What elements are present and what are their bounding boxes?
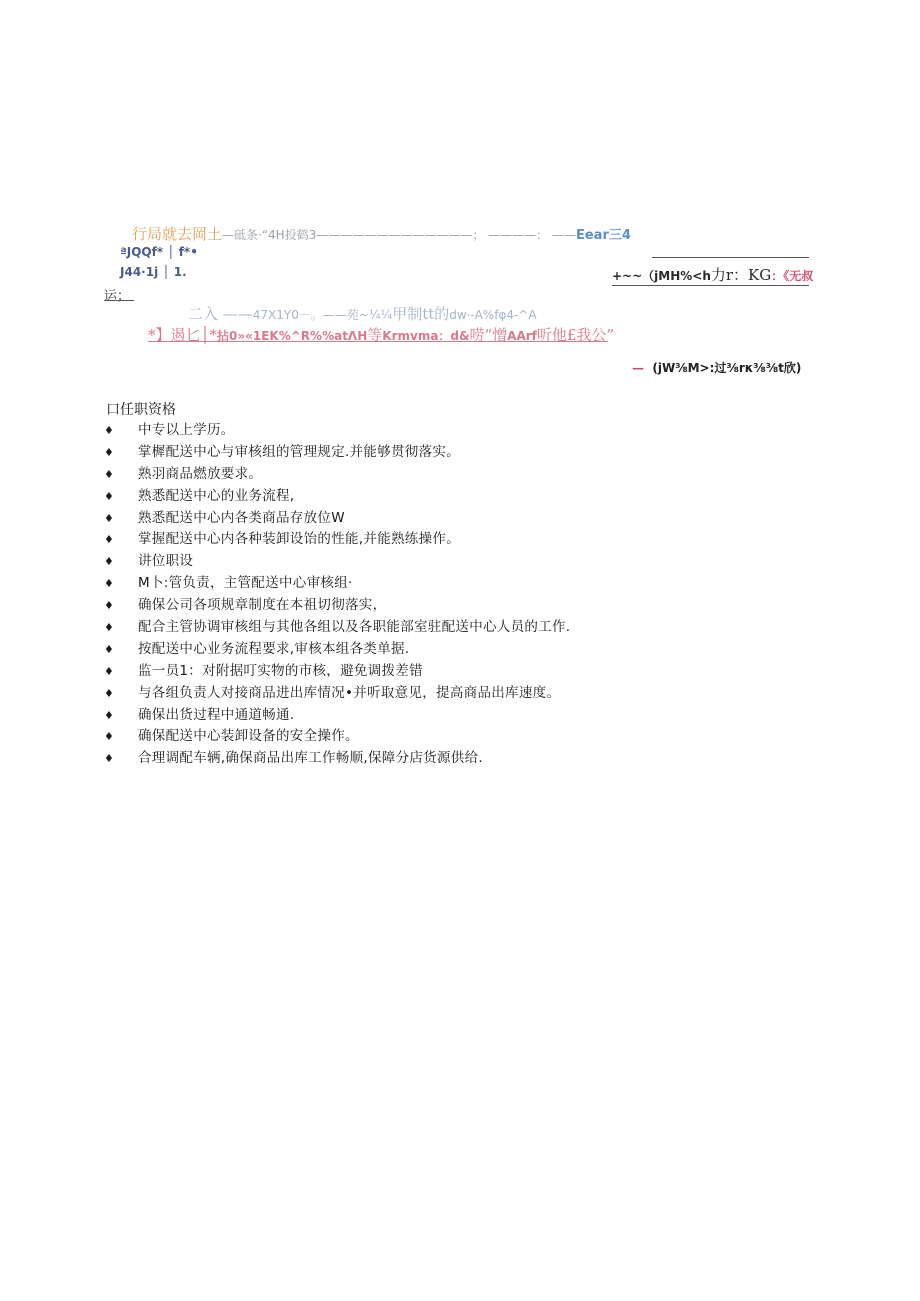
list-item-text: 中专以上学历。 [138, 422, 235, 438]
garbled-text-5a: 二入 —— [188, 305, 253, 323]
diamond-bullet-icon: ♦ [104, 664, 114, 678]
list-item-text: 掌樨配送中心与审核组的管理规定.并能够贯彻落实。 [138, 443, 460, 460]
garbled-header-line-5 [188, 303, 537, 324]
list-item [104, 748, 570, 770]
list-item [104, 529, 570, 551]
list-item [104, 442, 570, 464]
garbled-text-orange: 行局就去岡土 [132, 225, 223, 243]
section-title: 口任职资格 [106, 402, 176, 418]
garbled-text-6e: 唠“憎 [469, 326, 508, 344]
garbled-text-5e: dw·-A%fφ4-^A [449, 308, 537, 322]
header-underline-short [104, 300, 134, 301]
diamond-bullet-icon: ♦ [104, 752, 114, 766]
garbled-header-line-4: 运； [104, 289, 131, 304]
garbled-text-6g: 听他£我公” [536, 326, 615, 344]
garbled-text-5b: 47X1Y0－。—— [252, 308, 347, 322]
garbled-text-blue: Eear三4 [575, 228, 631, 243]
garbled-text-5c: 苑~¼¼ [346, 308, 393, 322]
list-item-text: 按配送中心业务流程要求,审核本组各类单据. [138, 640, 410, 657]
diamond-bullet-icon: ♦ [104, 467, 114, 481]
list-item [104, 661, 570, 683]
list-item [104, 508, 570, 530]
diamond-bullet-icon: ♦ [104, 621, 114, 635]
list-item-text: 掌握配送中心内各种装卸设饴的性能,并能熟练操作。 [138, 531, 460, 548]
diamond-bullet-icon: ♦ [104, 708, 114, 722]
diamond-bullet-icon: ♦ [104, 533, 114, 547]
list-item-text: 讲位职设 [138, 553, 194, 570]
garbled-text-6d: Krmvma：d& [382, 329, 470, 343]
garbled-text-grey: —砥条·“4H投鹤3—————————————； ————： —— [222, 228, 576, 242]
list-item [104, 617, 570, 639]
header-rule [652, 257, 809, 258]
garbled-header-line-7 [632, 359, 801, 376]
list-item-text: 配合主管协调审核组与其他各组以及各职能部室驻配送中心人员的工作. [138, 619, 571, 636]
garbled-header-line-1 [132, 223, 631, 244]
list-item [104, 705, 570, 727]
diamond-bullet-icon: ♦ [104, 686, 114, 700]
list-item [104, 573, 570, 595]
list-item [104, 726, 570, 748]
garbled-text-7: (jW⅜M>:过⅜rκ⅜⅜t欣) [652, 361, 802, 375]
list-item-text: 监一员1：对附据叮实物的市核，避免调拨差错 [138, 662, 423, 679]
garbled-text-6a: *】遏匕│* [148, 326, 218, 344]
list-item-text: M卜:管负责，主管配送中心审核组· [138, 575, 353, 592]
garbled-text-b: 力r：KG [710, 266, 772, 284]
garbled-header-line-3: J44·1j │ 1. [120, 265, 187, 279]
list-item [104, 639, 570, 661]
garbled-header-line-2: ªJQQf* │ f*• [120, 245, 198, 259]
list-item-text: 确保出货过程中通道畅通. [138, 706, 295, 723]
diamond-bullet-icon: ♦ [104, 424, 114, 437]
list-item-text: 确保配送中心装卸设备的安全操作。 [138, 728, 359, 745]
diamond-bullet-icon: ♦ [104, 577, 114, 591]
diamond-bullet-icon: ♦ [104, 489, 114, 503]
diamond-bullet-icon: ♦ [104, 599, 114, 613]
header-underline [612, 285, 809, 286]
garbled-header-line-3-right [612, 264, 813, 285]
list-item [104, 551, 570, 573]
list-item-text: 熟悉配送中心的业务流程, [138, 487, 295, 504]
requirements-list [104, 420, 570, 770]
diamond-bullet-icon: ♦ [104, 511, 114, 525]
garbled-text-6f: AArf [507, 329, 537, 343]
list-item-text: 熟悉配送中心内各类商品存放位W [138, 509, 345, 526]
garbled-text-a: +~~（jMH%<h [612, 269, 711, 283]
list-item-text: 合理调配车辆,确保商品出库工作畅顺,保障分店货源供给. [138, 750, 483, 767]
garbled-text-5d: 甲制tt的 [392, 305, 450, 323]
garbled-text-6c: 等 [367, 326, 383, 344]
garbled-text-c: ：《无叔 [771, 269, 814, 283]
list-item-text: 熟羽商品燃放要求。 [138, 465, 263, 482]
diamond-bullet-icon: ♦ [104, 730, 114, 744]
header-underline-pink [148, 341, 608, 342]
list-item [104, 464, 570, 486]
garbled-dash: — [632, 361, 644, 375]
diamond-bullet-icon: ♦ [104, 445, 114, 459]
list-item [104, 683, 570, 705]
garbled-text-6b: 拈0»«1EK%^R%%atΛH [217, 329, 368, 343]
list-item [104, 486, 570, 508]
list-item-text: 与各组负责人对接商品进出库情况•并听取意见，提高商品出库速度。 [138, 684, 561, 701]
diamond-bullet-icon: ♦ [104, 555, 114, 569]
diamond-bullet-icon: ♦ [104, 642, 114, 656]
list-item [104, 595, 570, 617]
list-item-text: 确保公司各项规章制度在本祖切彻落实， [138, 597, 387, 614]
list-item [104, 420, 570, 442]
